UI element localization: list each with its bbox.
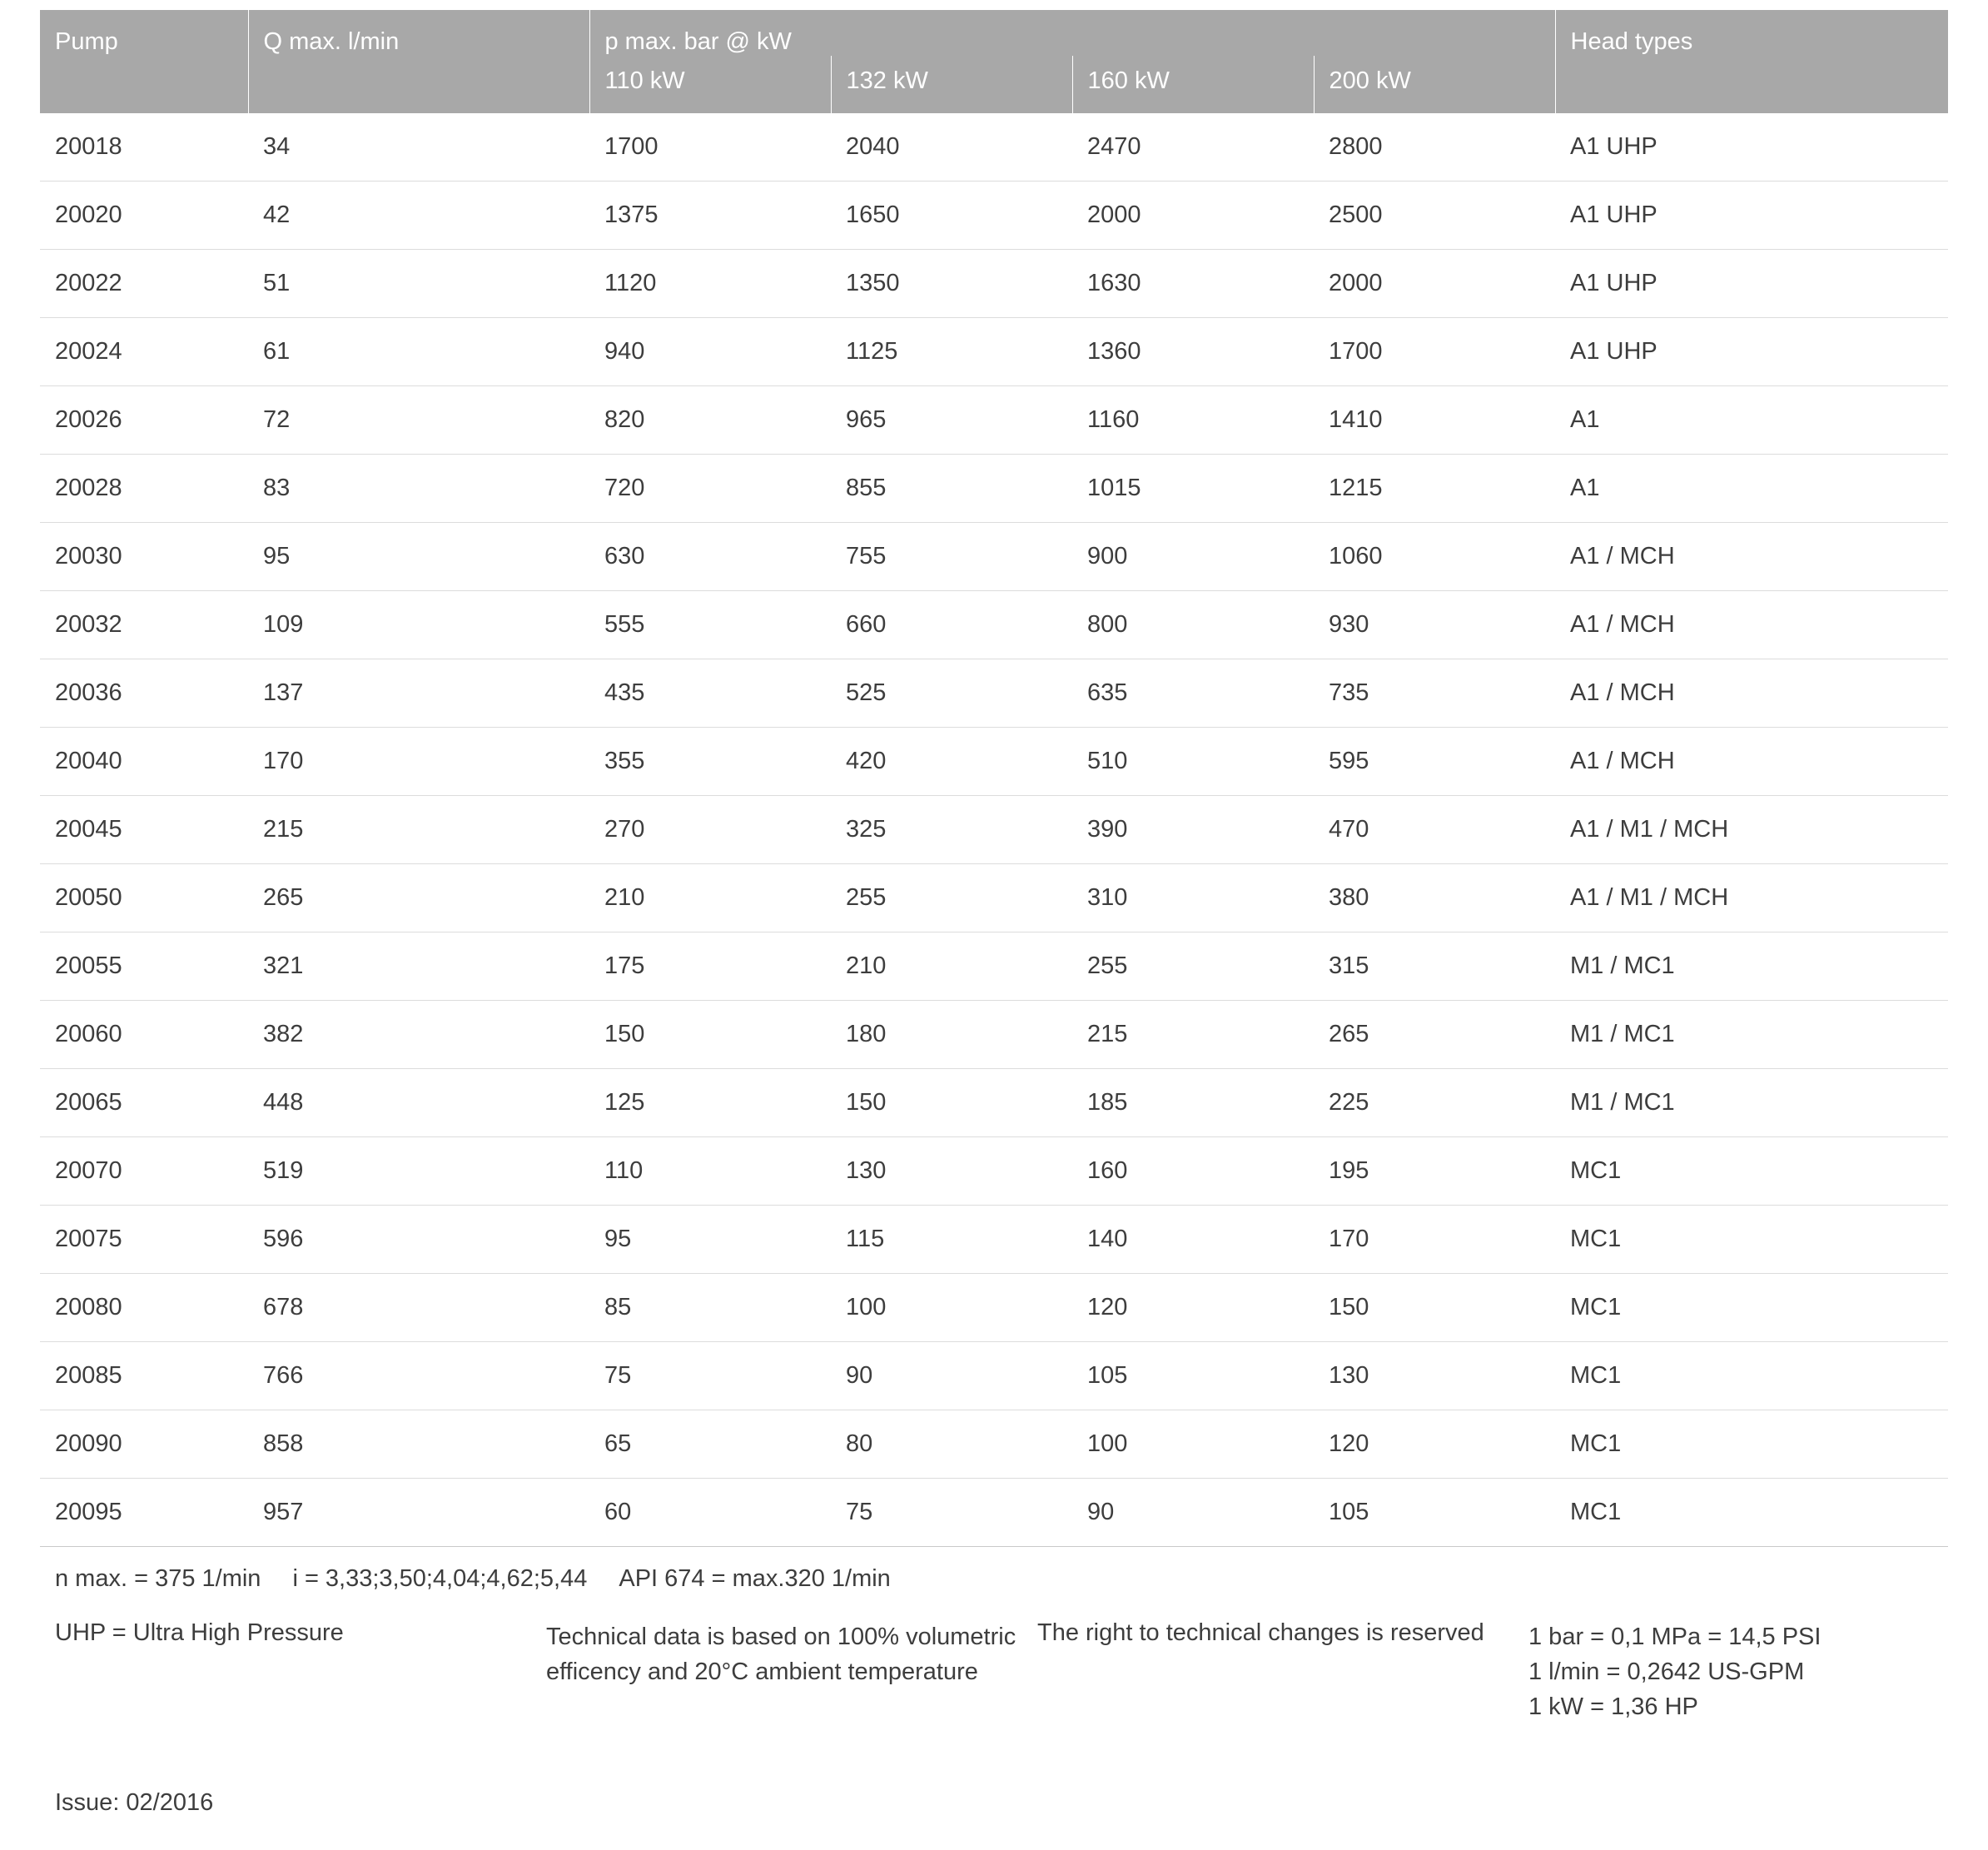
cell-head-types: M1 / MC1 <box>1555 932 1948 1001</box>
cell-p-160kw: 1015 <box>1072 455 1314 523</box>
note-n-max: n max. = 375 1/min <box>55 1565 261 1592</box>
cell-p-160kw: 635 <box>1072 659 1314 728</box>
cell-head-types: A1 <box>1555 386 1948 455</box>
cell-p-132kw: 855 <box>831 455 1072 523</box>
table-row <box>40 523 1948 591</box>
footer-technical-data: Technical data is based on 100% volumetric efficency and 20°C ambient temperature <box>546 1624 1016 1686</box>
cell-p-132kw: 210 <box>831 932 1072 1001</box>
cell-p-200kw: 930 <box>1314 591 1555 659</box>
cell-p-200kw: 120 <box>1314 1410 1555 1479</box>
cell-q-max: 265 <box>248 864 589 932</box>
cell-pump: 20022 <box>40 250 248 318</box>
cell-p-200kw: 130 <box>1314 1342 1555 1410</box>
cell-pump: 20020 <box>40 182 248 250</box>
cell-p-160kw: 255 <box>1072 932 1314 1001</box>
cell-p-200kw: 380 <box>1314 864 1555 932</box>
cell-p-110kw: 85 <box>589 1274 831 1342</box>
cell-head-types: MC1 <box>1555 1479 1948 1547</box>
cell-p-110kw: 720 <box>589 455 831 523</box>
table-row <box>40 113 1948 182</box>
conversion-bar: 1 bar = 0,1 MPa = 14,5 PSI <box>1528 1624 1822 1650</box>
cell-p-110kw: 940 <box>589 318 831 386</box>
column-header-pump: Pump <box>40 10 248 113</box>
cell-head-types: A1 UHP <box>1555 113 1948 182</box>
table-row <box>40 1069 1948 1137</box>
table-row <box>40 1274 1948 1342</box>
cell-q-max: 957 <box>248 1479 589 1547</box>
cell-head-types: A1 / MCH <box>1555 659 1948 728</box>
cell-head-types: MC1 <box>1555 1410 1948 1479</box>
cell-p-160kw: 215 <box>1072 1001 1314 1069</box>
cell-q-max: 42 <box>248 182 589 250</box>
table-row <box>40 728 1948 796</box>
footer-notes <box>40 1598 1948 1724</box>
column-header-q-max: Q max. l/min <box>248 10 589 113</box>
cell-pump: 20070 <box>40 1137 248 1206</box>
table-row <box>40 1410 1948 1479</box>
table-row <box>40 250 1948 318</box>
cell-p-132kw: 115 <box>831 1206 1072 1274</box>
cell-p-110kw: 1120 <box>589 250 831 318</box>
cell-pump: 20050 <box>40 864 248 932</box>
cell-p-200kw: 595 <box>1314 728 1555 796</box>
cell-p-132kw: 2040 <box>831 113 1072 182</box>
cell-p-160kw: 100 <box>1072 1410 1314 1479</box>
footer-rights: The right to technical changes is reserved <box>1037 1619 1484 1646</box>
cell-p-160kw: 120 <box>1072 1274 1314 1342</box>
cell-q-max: 61 <box>248 318 589 386</box>
cell-p-200kw: 315 <box>1314 932 1555 1001</box>
notes-line <box>40 1547 1948 1598</box>
cell-p-132kw: 1650 <box>831 182 1072 250</box>
cell-head-types: MC1 <box>1555 1274 1948 1342</box>
cell-p-160kw: 390 <box>1072 796 1314 864</box>
cell-p-200kw: 105 <box>1314 1479 1555 1547</box>
table-row <box>40 455 1948 523</box>
table-row <box>40 932 1948 1001</box>
cell-p-200kw: 1215 <box>1314 455 1555 523</box>
cell-p-160kw: 160 <box>1072 1137 1314 1206</box>
column-header-kw-160: 160 kW <box>1072 56 1314 113</box>
cell-head-types: A1 UHP <box>1555 318 1948 386</box>
conversion-lmin: 1 l/min = 0,2642 US-GPM <box>1528 1659 1805 1686</box>
cell-q-max: 678 <box>248 1274 589 1342</box>
cell-q-max: 321 <box>248 932 589 1001</box>
cell-p-132kw: 255 <box>831 864 1072 932</box>
cell-p-110kw: 95 <box>589 1206 831 1274</box>
cell-pump: 20080 <box>40 1274 248 1342</box>
cell-pump: 20024 <box>40 318 248 386</box>
issue-date: Issue: 02/2016 <box>55 1789 214 1817</box>
cell-head-types: A1 / M1 / MCH <box>1555 796 1948 864</box>
cell-p-132kw: 325 <box>831 796 1072 864</box>
cell-p-110kw: 175 <box>589 932 831 1001</box>
table-row <box>40 1001 1948 1069</box>
cell-head-types: A1 UHP <box>1555 182 1948 250</box>
table-row <box>40 386 1948 455</box>
note-api: API 674 = max.320 1/min <box>619 1565 891 1592</box>
cell-pump: 20018 <box>40 113 248 182</box>
cell-p-160kw: 140 <box>1072 1206 1314 1274</box>
cell-pump: 20060 <box>40 1001 248 1069</box>
cell-p-160kw: 1160 <box>1072 386 1314 455</box>
cell-pump: 20045 <box>40 796 248 864</box>
cell-p-160kw: 90 <box>1072 1479 1314 1547</box>
cell-p-200kw: 225 <box>1314 1069 1555 1137</box>
cell-p-200kw: 170 <box>1314 1206 1555 1274</box>
table-row <box>40 318 1948 386</box>
cell-p-132kw: 90 <box>831 1342 1072 1410</box>
cell-p-132kw: 75 <box>831 1479 1072 1547</box>
column-header-kw-200: 200 kW <box>1314 56 1555 113</box>
cell-head-types: MC1 <box>1555 1137 1948 1206</box>
column-header-p-max-group: p max. bar @ kW <box>589 10 1555 56</box>
cell-p-132kw: 180 <box>831 1001 1072 1069</box>
table-row <box>40 796 1948 864</box>
cell-head-types: A1 / MCH <box>1555 728 1948 796</box>
cell-p-110kw: 555 <box>589 591 831 659</box>
cell-pump: 20032 <box>40 591 248 659</box>
cell-p-160kw: 185 <box>1072 1069 1314 1137</box>
cell-p-200kw: 2500 <box>1314 182 1555 250</box>
cell-p-110kw: 355 <box>589 728 831 796</box>
cell-p-110kw: 270 <box>589 796 831 864</box>
cell-p-110kw: 60 <box>589 1479 831 1547</box>
pump-specification-table <box>40 10 1948 1547</box>
cell-pump: 20085 <box>40 1342 248 1410</box>
cell-p-160kw: 1630 <box>1072 250 1314 318</box>
cell-head-types: MC1 <box>1555 1206 1948 1274</box>
cell-pump: 20065 <box>40 1069 248 1137</box>
footer-conversions <box>1528 1619 1948 1724</box>
cell-p-110kw: 125 <box>589 1069 831 1137</box>
cell-pump: 20026 <box>40 386 248 455</box>
table-row <box>40 1479 1948 1547</box>
cell-head-types: A1 / MCH <box>1555 591 1948 659</box>
cell-head-types: MC1 <box>1555 1342 1948 1410</box>
table-body <box>40 113 1948 1547</box>
cell-head-types: A1 UHP <box>1555 250 1948 318</box>
cell-q-max: 382 <box>248 1001 589 1069</box>
cell-pump: 20095 <box>40 1479 248 1547</box>
table-row <box>40 864 1948 932</box>
cell-head-types: M1 / MC1 <box>1555 1069 1948 1137</box>
cell-p-160kw: 510 <box>1072 728 1314 796</box>
cell-p-132kw: 130 <box>831 1137 1072 1206</box>
cell-p-110kw: 820 <box>589 386 831 455</box>
cell-p-110kw: 435 <box>589 659 831 728</box>
table-row <box>40 1342 1948 1410</box>
cell-p-110kw: 1375 <box>589 182 831 250</box>
table-row <box>40 659 1948 728</box>
table-row <box>40 182 1948 250</box>
cell-p-200kw: 2800 <box>1314 113 1555 182</box>
cell-p-160kw: 2470 <box>1072 113 1314 182</box>
cell-p-132kw: 1350 <box>831 250 1072 318</box>
cell-p-200kw: 1060 <box>1314 523 1555 591</box>
column-header-kw-132: 132 kW <box>831 56 1072 113</box>
cell-p-110kw: 210 <box>589 864 831 932</box>
table-row <box>40 591 1948 659</box>
cell-p-160kw: 800 <box>1072 591 1314 659</box>
cell-p-110kw: 110 <box>589 1137 831 1206</box>
cell-q-max: 83 <box>248 455 589 523</box>
cell-pump: 20040 <box>40 728 248 796</box>
cell-p-200kw: 195 <box>1314 1137 1555 1206</box>
cell-pump: 20075 <box>40 1206 248 1274</box>
cell-p-200kw: 265 <box>1314 1001 1555 1069</box>
cell-q-max: 448 <box>248 1069 589 1137</box>
cell-p-110kw: 75 <box>589 1342 831 1410</box>
cell-p-132kw: 755 <box>831 523 1072 591</box>
cell-p-132kw: 525 <box>831 659 1072 728</box>
cell-pump: 20028 <box>40 455 248 523</box>
cell-p-110kw: 65 <box>589 1410 831 1479</box>
cell-q-max: 215 <box>248 796 589 864</box>
cell-p-200kw: 150 <box>1314 1274 1555 1342</box>
cell-p-160kw: 1360 <box>1072 318 1314 386</box>
cell-p-200kw: 1700 <box>1314 318 1555 386</box>
cell-q-max: 596 <box>248 1206 589 1274</box>
cell-p-110kw: 630 <box>589 523 831 591</box>
conversion-kw: 1 kW = 1,36 HP <box>1528 1693 1698 1721</box>
cell-p-160kw: 2000 <box>1072 182 1314 250</box>
cell-p-132kw: 150 <box>831 1069 1072 1137</box>
cell-q-max: 766 <box>248 1342 589 1410</box>
cell-q-max: 519 <box>248 1137 589 1206</box>
cell-head-types: A1 / M1 / MCH <box>1555 864 1948 932</box>
cell-p-132kw: 100 <box>831 1274 1072 1342</box>
cell-p-132kw: 80 <box>831 1410 1072 1479</box>
cell-q-max: 109 <box>248 591 589 659</box>
footer-uhp: UHP = Ultra High Pressure <box>55 1619 344 1646</box>
cell-q-max: 858 <box>248 1410 589 1479</box>
cell-pump: 20090 <box>40 1410 248 1479</box>
header-row-primary <box>40 10 1948 56</box>
cell-p-132kw: 965 <box>831 386 1072 455</box>
table-header <box>40 10 1948 113</box>
note-ratios: i = 3,33;3,50;4,04;4,62;5,44 <box>292 1565 588 1592</box>
cell-q-max: 34 <box>248 113 589 182</box>
cell-pump: 20030 <box>40 523 248 591</box>
table-row <box>40 1137 1948 1206</box>
cell-p-160kw: 105 <box>1072 1342 1314 1410</box>
cell-p-200kw: 1410 <box>1314 386 1555 455</box>
cell-head-types: A1 <box>1555 455 1948 523</box>
cell-p-132kw: 660 <box>831 591 1072 659</box>
cell-q-max: 51 <box>248 250 589 318</box>
cell-p-160kw: 900 <box>1072 523 1314 591</box>
cell-p-200kw: 735 <box>1314 659 1555 728</box>
cell-pump: 20055 <box>40 932 248 1001</box>
cell-q-max: 95 <box>248 523 589 591</box>
cell-p-200kw: 2000 <box>1314 250 1555 318</box>
cell-p-160kw: 310 <box>1072 864 1314 932</box>
cell-p-110kw: 1700 <box>589 113 831 182</box>
cell-p-132kw: 420 <box>831 728 1072 796</box>
cell-p-132kw: 1125 <box>831 318 1072 386</box>
cell-q-max: 137 <box>248 659 589 728</box>
cell-head-types: A1 / MCH <box>1555 523 1948 591</box>
cell-pump: 20036 <box>40 659 248 728</box>
cell-q-max: 170 <box>248 728 589 796</box>
column-header-head-types: Head types <box>1555 10 1948 113</box>
column-header-kw-110: 110 kW <box>589 56 831 113</box>
cell-p-200kw: 470 <box>1314 796 1555 864</box>
cell-q-max: 72 <box>248 386 589 455</box>
cell-head-types: M1 / MC1 <box>1555 1001 1948 1069</box>
cell-p-110kw: 150 <box>589 1001 831 1069</box>
table-row <box>40 1206 1948 1274</box>
